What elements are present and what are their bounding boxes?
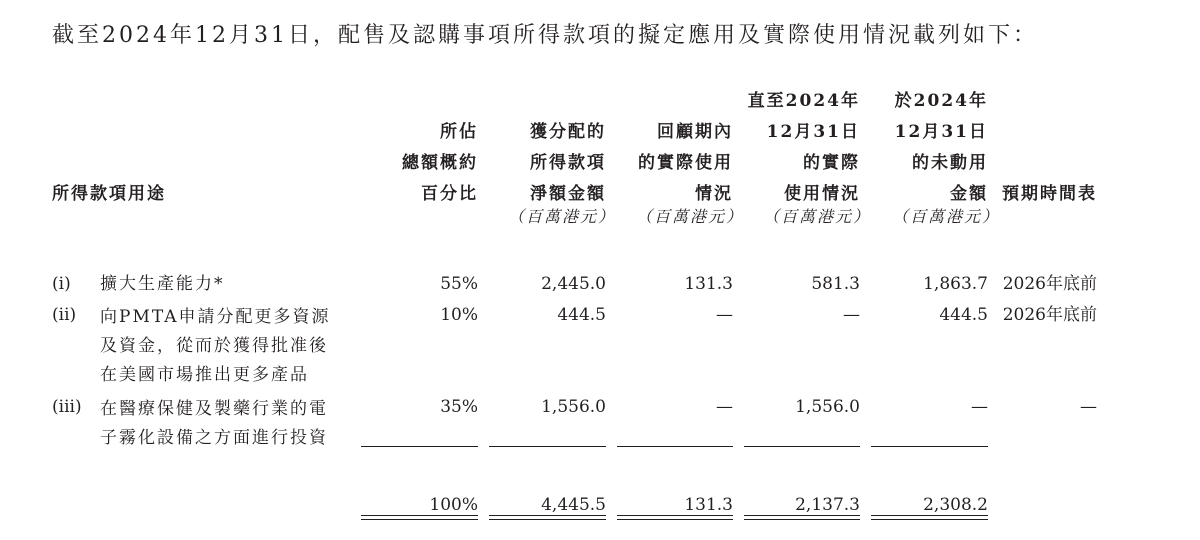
header-period-line: 情況 [695, 184, 733, 204]
row-unused: — [971, 397, 988, 417]
row-net: 2,445.0 [541, 274, 606, 294]
row-pct: 10% [440, 305, 478, 325]
row-index: (ii) [52, 305, 77, 325]
subtotal-rule [361, 446, 478, 447]
row-description-line: 及資金，從而於獲得批准後 [100, 336, 328, 356]
header-net [530, 117, 606, 210]
row-timeline: 2026年底前 [1002, 274, 1097, 294]
row-description-line: 在美國市場推出更多產品 [100, 365, 309, 385]
header-unused-line: 12月31日 [894, 122, 988, 142]
unit-label-actual: （百萬港元） [763, 207, 872, 226]
row-net: 444.5 [557, 305, 606, 325]
row-description-line: 在醫療保健及製藥行業的電 [100, 399, 328, 419]
subtotal-rule [744, 446, 860, 447]
total-net: 4,445.5 [541, 495, 606, 515]
header-period-line: 的實際使用 [638, 153, 733, 173]
header-pct-line: 所佔 [440, 122, 478, 142]
total-double-rule [617, 515, 733, 520]
header-unused-line: 金額 [950, 184, 988, 204]
header-unused-line: 的未動用 [912, 153, 988, 173]
row-timeline: — [1080, 397, 1097, 417]
header-unused-line: 於2024年 [894, 91, 988, 111]
row-index: (i) [52, 274, 71, 294]
row-period: — [716, 305, 733, 325]
row-description [100, 303, 331, 390]
row-description-line: 向PMTA申請分配更多資源 [100, 307, 331, 327]
header-timeline: 預期時間表 [1002, 184, 1097, 204]
row-description-line: 子霧化設備之方面進行投資 [100, 428, 328, 448]
header-pct-line: 總額概約 [402, 153, 478, 173]
header-actual-line: 的實際 [803, 153, 860, 173]
header-actual-line: 直至2024年 [747, 91, 860, 111]
subtotal-rule [489, 446, 606, 447]
row-net: 1,556.0 [541, 397, 606, 417]
row-actual: — [843, 305, 860, 325]
total-double-rule [871, 515, 988, 520]
total-period: 131.3 [684, 495, 733, 515]
unit-label-net: （百萬港元） [508, 207, 617, 226]
header-net-line: 獲分配的 [530, 122, 606, 142]
header-pct-line: 百分比 [421, 184, 478, 204]
row-pct: 35% [440, 397, 478, 417]
row-index: (iii) [52, 397, 82, 417]
row-description [100, 395, 328, 453]
header-net-line: 所得款項 [530, 153, 606, 173]
row-unused: 444.5 [939, 305, 988, 325]
subtotal-rule [617, 446, 733, 447]
subtotal-rule [871, 446, 988, 447]
header-actual-line: 12月31日 [766, 122, 860, 142]
intro-text: 截至2024年12月31日，配售及認購事項所得款項的擬定應用及實際使用情況載列如下： [52, 23, 1038, 48]
total-double-rule [489, 515, 606, 520]
total-pct: 100% [429, 495, 478, 515]
row-unused: 1,863.7 [923, 274, 988, 294]
row-actual: 581.3 [811, 274, 860, 294]
header-pct [402, 117, 478, 210]
unit-label-period: （百萬港元） [636, 207, 745, 226]
header-net-line: 淨額金額 [530, 184, 606, 204]
total-actual: 2,137.3 [795, 495, 860, 515]
row-period: 131.3 [684, 274, 733, 294]
header-actual-line: 使用情況 [784, 184, 860, 204]
row-period: — [716, 397, 733, 417]
total-unused: 2,308.2 [923, 495, 988, 515]
row-pct: 55% [440, 274, 478, 294]
header-unused [895, 86, 988, 210]
header-period [638, 117, 733, 210]
row-actual: 1,556.0 [795, 397, 860, 417]
unit-label-unused: （百萬港元） [892, 207, 1001, 226]
total-double-rule [744, 515, 860, 520]
header-actual [748, 86, 860, 210]
row-description [100, 272, 225, 297]
header-period-line: 回顧期內 [657, 122, 733, 142]
header-purpose: 所得款項用途 [52, 184, 166, 204]
row-timeline: 2026年底前 [1002, 305, 1097, 325]
total-double-rule [361, 515, 478, 520]
row-description-line: 擴大生產能力* [100, 274, 225, 294]
